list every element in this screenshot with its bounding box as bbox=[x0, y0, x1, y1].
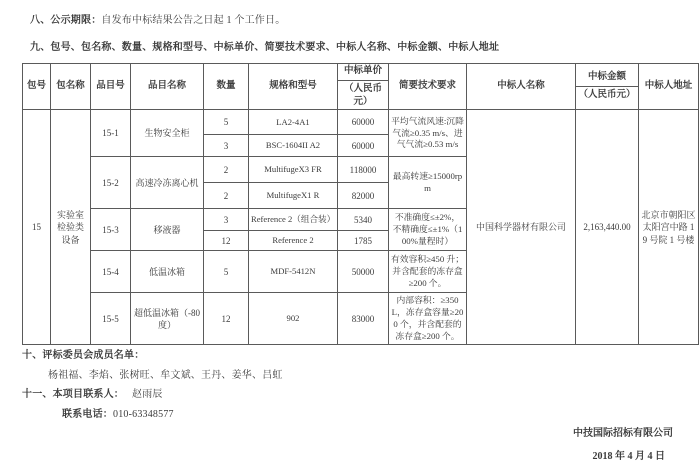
cell-tech-req: 最高转速≥15000rpm bbox=[389, 157, 467, 209]
header-unit-price-line2: （人民币元） bbox=[343, 83, 382, 107]
cell-model: 902 bbox=[249, 293, 338, 345]
cell-qty: 5 bbox=[204, 251, 249, 293]
header-quantity: 数量 bbox=[204, 64, 249, 110]
cell-qty: 5 bbox=[204, 110, 249, 135]
committee-members: 杨祖福、李焰、张树旺、牟文斌、王丹、姜华、吕虹 bbox=[48, 370, 283, 381]
cell-qty: 12 bbox=[204, 293, 249, 345]
contact-line bbox=[22, 385, 163, 400]
header-package-no: 包号 bbox=[23, 64, 51, 110]
header-package-name: 包名称 bbox=[51, 64, 91, 110]
header-amount bbox=[576, 64, 639, 110]
cell-price: 83000 bbox=[338, 293, 389, 345]
cell-qty: 2 bbox=[204, 157, 249, 183]
cell-item-no: 15-1 bbox=[91, 110, 131, 157]
bid-result-table-wrap bbox=[22, 63, 698, 345]
announce-date: 2018 年 4 月 4 日 bbox=[592, 451, 665, 462]
section10-title: 十、评标委员会成员名单： bbox=[22, 350, 145, 361]
cell-model: Reference 2（组合装） bbox=[249, 209, 338, 231]
cell-item-name: 移液器 bbox=[131, 209, 204, 251]
cell-winner-name: 中国科学器材有限公司 bbox=[467, 110, 576, 345]
cell-qty: 12 bbox=[204, 231, 249, 251]
cell-model: MDF-5412N bbox=[249, 251, 338, 293]
header-item-name: 品目名称 bbox=[131, 64, 204, 110]
header-winner-name: 中标人名称 bbox=[467, 64, 576, 110]
contact-label: 十一、本项目联系人： bbox=[22, 389, 124, 400]
header-amount-line2: （人民币元） bbox=[578, 90, 636, 101]
cell-item-no: 15-3 bbox=[91, 209, 131, 251]
header-amount-line1: 中标金额 bbox=[576, 70, 638, 87]
phone-line bbox=[62, 405, 174, 420]
cell-price: 60000 bbox=[338, 110, 389, 135]
cell-model: MultifugeX1 R bbox=[249, 183, 338, 209]
cell-model: Reference 2 bbox=[249, 231, 338, 251]
header-winner-addr: 中标人地址 bbox=[639, 64, 699, 110]
cell-price: 82000 bbox=[338, 183, 389, 209]
cell-item-no: 15-5 bbox=[91, 293, 131, 345]
cell-tech-req: 有效容积≥450 升；并含配套的冻存盒≥200 个。 bbox=[389, 251, 467, 293]
cell-model: LA2-4A1 bbox=[249, 110, 338, 135]
cell-item-name: 低温冰箱 bbox=[131, 251, 204, 293]
cell-item-no: 15-4 bbox=[91, 251, 131, 293]
publicity-period-line bbox=[30, 11, 285, 26]
publicity-period-text: 自发布中标结果公告之日起 1 个工作日。 bbox=[101, 15, 286, 26]
contact-name: 赵雨辰 bbox=[132, 389, 163, 400]
cell-item-no: 15-2 bbox=[91, 157, 131, 209]
publicity-period-label: 八、公示期限： bbox=[30, 15, 102, 26]
cell-item-name: 超低温冰箱（-80 度） bbox=[131, 293, 204, 345]
cell-package-no: 15 bbox=[23, 110, 51, 345]
cell-price: 5340 bbox=[338, 209, 389, 231]
cell-tech-req: 不准确度≤±2%，不精确度≤±1%（100%量程时） bbox=[389, 209, 467, 251]
cell-tech-req: 内部容积：≥350L，冻存盒容量≥200 个，并含配套的冻存盒≥200 个。 bbox=[389, 293, 467, 345]
cell-price: 1785 bbox=[338, 231, 389, 251]
cell-price: 118000 bbox=[338, 157, 389, 183]
bid-result-table bbox=[22, 63, 699, 345]
cell-item-name: 生物安全柜 bbox=[131, 110, 204, 157]
header-tech-req: 简要技术要求 bbox=[389, 64, 467, 110]
cell-item-name: 高速冷冻离心机 bbox=[131, 157, 204, 209]
header-unit-price bbox=[338, 64, 389, 110]
cell-price: 60000 bbox=[338, 135, 389, 157]
cell-model: BSC-1604II A2 bbox=[249, 135, 338, 157]
header-item-no: 品目号 bbox=[91, 64, 131, 110]
cell-qty: 3 bbox=[204, 209, 249, 231]
agency-name: 中技国际招标有限公司 bbox=[573, 428, 673, 439]
cell-tech-req: 平均气流风速:沉降气流≥0.35 m/s、进气气流≥0.53 m/s bbox=[389, 110, 467, 157]
cell-qty: 2 bbox=[204, 183, 249, 209]
phone-label: 联系电话： bbox=[62, 409, 113, 420]
table-row bbox=[23, 110, 699, 135]
cell-package-name: 实验室检验类设备 bbox=[51, 110, 91, 345]
phone-number: 010-63348577 bbox=[113, 409, 174, 420]
cell-qty: 3 bbox=[204, 135, 249, 157]
section9-title: 九、包号、包名称、数量、规格和型号、中标单价、简要技术要求、中标人名称、中标金额、中标人地址 bbox=[30, 42, 500, 53]
table-header-row bbox=[23, 64, 699, 110]
cell-winner-addr: 北京市朝阳区太阳宫中路 19 号院 1 号楼 bbox=[639, 110, 699, 345]
cell-amount: 2,163,440.00 bbox=[576, 110, 639, 345]
cell-model: MultifugeX3 FR bbox=[249, 157, 338, 183]
header-spec-model: 规格和型号 bbox=[249, 64, 338, 110]
header-unit-price-line1: 中标单价 bbox=[338, 64, 388, 81]
cell-price: 50000 bbox=[338, 251, 389, 293]
